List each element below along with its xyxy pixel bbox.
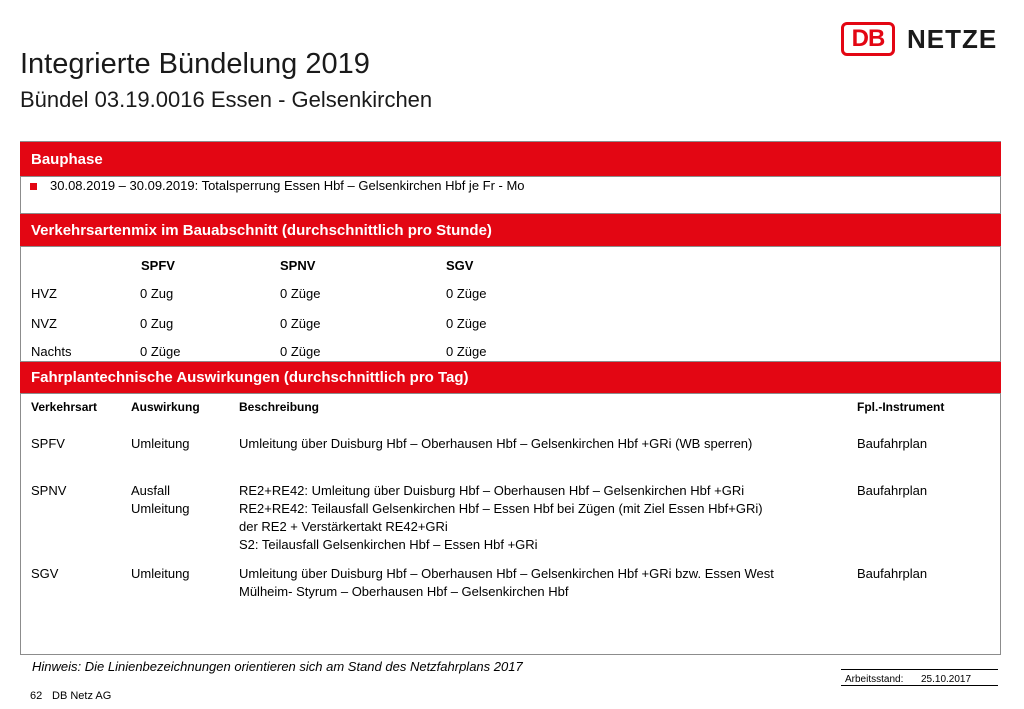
fahrplan-instrument: Baufahrplan	[857, 483, 928, 498]
bauphase-item: 30.08.2019 – 30.09.2019: Totalsperrung Essen Hbf – Gelsenkirchen Hbf je Fr - Mo	[50, 178, 525, 193]
mix-cell: 0 Zug	[140, 286, 174, 301]
mix-column-spfv: SPFV	[141, 258, 175, 273]
fahrplan-column-instrument: Fpl.-Instrument	[857, 400, 945, 414]
beschreibung-line: Umleitung über Duisburg Hbf – Oberhausen Hbf – Gelsenkirchen Hbf +GRi bzw. Essen West	[239, 566, 774, 581]
beschreibung-line: RE2+RE42: Teilausfall Gelsenkirchen Hbf – Essen Hbf bei Zügen (mit Ziel Essen Hbf+GRi)	[239, 501, 763, 516]
beschreibung-line: S2: Teilausfall Gelsenkirchen Hbf – Essen Hbf +GRi	[239, 537, 538, 552]
section-header-fahrplan: Fahrplantechnische Auswirkungen (durchschnittlich pro Tag)	[20, 362, 1001, 394]
logo-wordmark: NETZE	[907, 23, 998, 54]
arbeitsstand-rule	[841, 685, 998, 686]
mix-cell: 0 Züge	[280, 316, 321, 331]
mix-cell: 0 Zug	[140, 316, 174, 331]
page-number: 62	[30, 690, 43, 702]
fahrplan-art: SPFV	[31, 436, 65, 451]
fahrplan-beschreibung	[239, 565, 774, 601]
mix-row-label: Nachts	[31, 344, 72, 359]
auswirkung-line: Umleitung	[131, 566, 190, 581]
fahrplan-instrument: Baufahrplan	[857, 566, 928, 581]
fahrplan-art: SPNV	[31, 483, 67, 498]
fahrplan-column-beschreibung: Beschreibung	[239, 400, 320, 414]
mix-row-label: HVZ	[31, 286, 57, 301]
fahrplan-auswirkung	[131, 482, 190, 518]
fahrplan-art: SGV	[31, 566, 59, 581]
auswirkung-line: Umleitung	[131, 501, 190, 516]
auswirkung-line: Ausfall	[131, 483, 171, 498]
arbeitsstand-rule	[841, 669, 998, 670]
beschreibung-line: der RE2 + Verstärkertakt RE42+GRi	[239, 519, 448, 534]
fahrplan-instrument: Baufahrplan	[857, 436, 928, 451]
fahrplan-auswirkung	[131, 565, 190, 583]
db-logo-badge: DB	[841, 22, 895, 56]
beschreibung-line: RE2+RE42: Umleitung über Duisburg Hbf – Oberhausen Hbf – Gelsenkirchen Hbf +GRi	[239, 483, 745, 498]
fahrplan-column-auswirkung: Auswirkung	[131, 400, 200, 414]
fahrplan-auswirkung	[131, 435, 190, 453]
section-header-bauphase: Bauphase	[20, 142, 1001, 177]
fahrplan-beschreibung	[239, 435, 752, 453]
mix-column-sgv: SGV	[446, 258, 474, 273]
beschreibung-line: Mülheim- Styrum – Oberhausen Hbf – Gelsenkirchen Hbf	[239, 584, 569, 599]
auswirkung-line: Umleitung	[131, 436, 190, 451]
mix-cell: 0 Züge	[446, 316, 487, 331]
mix-cell: 0 Züge	[280, 344, 321, 359]
page-title: Integrierte Bündelung 2019	[20, 48, 370, 80]
arbeitsstand-date: 25.10.2017	[921, 674, 972, 685]
company-name: DB Netz AG	[52, 690, 112, 702]
mix-cell: 0 Züge	[446, 344, 487, 359]
bullet-icon	[30, 183, 37, 190]
fahrplan-column-verkehrsart: Verkehrsart	[31, 400, 98, 414]
mix-row-label: NVZ	[31, 316, 57, 331]
mix-cell: 0 Züge	[140, 344, 181, 359]
db-netze-logo	[841, 20, 997, 58]
footnote: Hinweis: Die Linienbezeichnungen orientieren sich am Stand des Netzfahrplans 2017	[32, 659, 523, 674]
page-subtitle: Bündel 03.19.0016 Essen - Gelsenkirchen	[20, 87, 433, 112]
fahrplan-beschreibung	[239, 482, 763, 554]
arbeitsstand-label: Arbeitsstand:	[845, 674, 904, 685]
mix-cell: 0 Züge	[280, 286, 321, 301]
section-header-verkehrsartenmix: Verkehrsartenmix im Bauabschnitt (durchschnittlich pro Stunde)	[20, 214, 1001, 247]
mix-cell: 0 Züge	[446, 286, 487, 301]
mix-column-spnv: SPNV	[280, 258, 316, 273]
beschreibung-line: Umleitung über Duisburg Hbf – Oberhausen Hbf – Gelsenkirchen Hbf +GRi (WB sperren)	[239, 436, 753, 451]
